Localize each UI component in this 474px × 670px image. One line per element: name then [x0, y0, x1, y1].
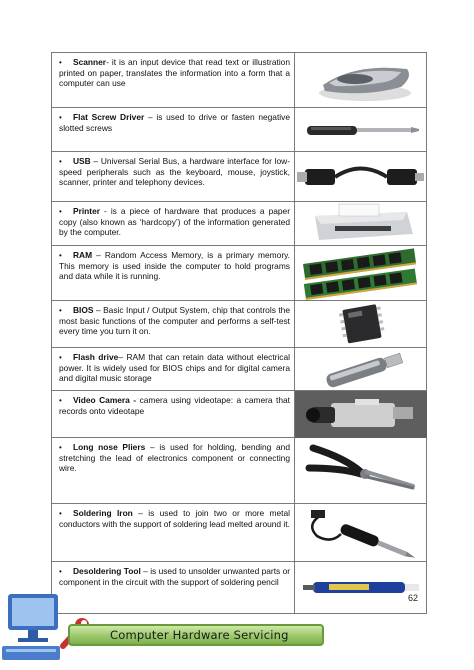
table-row	[52, 301, 427, 348]
row-description: • Long nose Pliers – is used for holding, bending and stretching the lead of electronics component or connecting wire.	[52, 438, 295, 504]
page-number: 62	[408, 593, 419, 603]
table-row	[52, 246, 427, 301]
bullet-icon: •	[59, 58, 62, 67]
bullet-icon: •	[59, 396, 62, 405]
row-description: • Flash drive– RAM that can retain data without electrical power. It is widely used for BIOS chips and for digital camera and digital music storage	[52, 348, 295, 391]
row-description: • Scanner- it is an input device that read text or illustration printed on paper, translates the information into a form that a computer can use	[52, 53, 295, 108]
table-row	[52, 202, 427, 246]
printer-image	[295, 202, 427, 246]
bios-chip-image	[295, 301, 427, 348]
row-term: Long nose Pliers	[73, 442, 146, 452]
bullet-icon: •	[59, 251, 62, 260]
table-row	[52, 391, 427, 438]
tools-table	[51, 52, 427, 614]
row-term: RAM	[73, 250, 93, 260]
row-text: camera using videotape: a camera that records onto videotape	[59, 395, 291, 417]
row-term: Printer	[73, 206, 100, 216]
footer-title: Computer Hardware Servicing	[110, 628, 289, 642]
row-text: Basic Input / Output System, chip that controls the most basic functions of the computer and performs a self-test every time you turn it on.	[59, 305, 290, 337]
row-description	[52, 391, 295, 438]
table-row	[52, 562, 427, 614]
computer-icon	[0, 588, 64, 668]
row-text: Random Access Memory, is a primary memory. This memory is used inside the computer to hold programs and data while it is running.	[59, 250, 290, 282]
row-text: is used for holding, bending and stretching the lead of electronics component or connecting wire.	[59, 442, 290, 474]
bullet-icon: •	[59, 113, 62, 122]
bullet-icon: •	[59, 567, 62, 576]
row-text: RAM that can retain data without electrical power. It is widely used for BIOS chips and for digital camera and digital music storage	[59, 352, 290, 384]
bullet-icon: •	[59, 509, 62, 518]
row-description: • Soldering Iron – is used to join two or more metal conductors with the support of soldering lead melted around it.	[52, 504, 295, 562]
row-text: is a piece of hardware that produces a paper copy (also known as ‘hardcopy’) of the information generated by the computer.	[59, 206, 290, 238]
row-description: • BIOS – Basic Input / Output System, chip that controls the most basic functions of the computer and performs a self-test every time you turn it on.	[52, 301, 295, 348]
row-term: Video Camera -	[73, 395, 137, 405]
bullet-icon: •	[59, 157, 62, 166]
bullet-icon: •	[59, 207, 62, 216]
row-text: is used to drive or fasten negative slotted screws	[59, 112, 291, 134]
soldering-iron-image	[295, 504, 427, 562]
table-row	[52, 53, 427, 108]
row-text: is used to unsolder unwanted parts or component in the circuit with the support of soldering pencil	[59, 566, 291, 588]
row-term: Soldering Iron	[73, 508, 133, 518]
table-row	[52, 108, 427, 152]
bullet-icon: •	[59, 353, 62, 362]
row-term: Scanner	[73, 57, 107, 67]
bullet-icon: •	[59, 443, 62, 452]
row-text: Universal Serial Bus, a hardware interface for low-speed peripherals such as the keyboard, mouse, joystick, scanner, printer and telephony devices.	[59, 156, 290, 188]
table-row	[52, 504, 427, 562]
row-description: • RAM – Random Access Memory, is a primary memory. This memory is used inside the computer to hold programs and data while it is running.	[52, 246, 295, 301]
row-text: it is an input device that read text or illustration printed on paper, translates the information into a form that a computer can use	[59, 57, 290, 89]
row-description: • Flat Screw Driver – is used to drive or fasten negative slotted screws	[52, 108, 295, 152]
screwdriver-image	[295, 108, 427, 152]
bullet-icon: •	[59, 306, 62, 315]
row-term: BIOS	[73, 305, 94, 315]
flash-drive-image	[295, 348, 427, 391]
scanner-image	[295, 53, 427, 108]
table-row	[52, 348, 427, 391]
table-row	[52, 152, 427, 202]
row-description: • Printer - is a piece of hardware that produces a paper copy (also known as ‘hardcopy’) of the information generated by the computer.	[52, 202, 295, 246]
row-description: • Desoldering Tool – is used to unsolder unwanted parts or component in the circuit with the support of soldering pencil	[52, 562, 295, 614]
pliers-image	[295, 438, 427, 504]
row-term: USB	[73, 156, 91, 166]
row-term: Flash drive	[73, 352, 119, 362]
ram-image	[295, 246, 427, 301]
row-description: • USB – Universal Serial Bus, a hardware interface for low-speed peripherals such as the keyboard, mouse, joystick, scanner, printer and telephony devices.	[52, 152, 295, 202]
usb-cable-image	[295, 152, 427, 202]
video-camera-image	[295, 391, 427, 438]
row-term: Desoldering Tool	[73, 566, 141, 576]
footer-banner	[68, 624, 324, 646]
table-row	[52, 438, 427, 504]
row-term: Flat Screw Driver	[73, 112, 145, 122]
row-text: is used to join two or more metal conductors with the support of soldering lead melted around it.	[59, 508, 291, 530]
desoldering-tool-image	[295, 562, 427, 614]
